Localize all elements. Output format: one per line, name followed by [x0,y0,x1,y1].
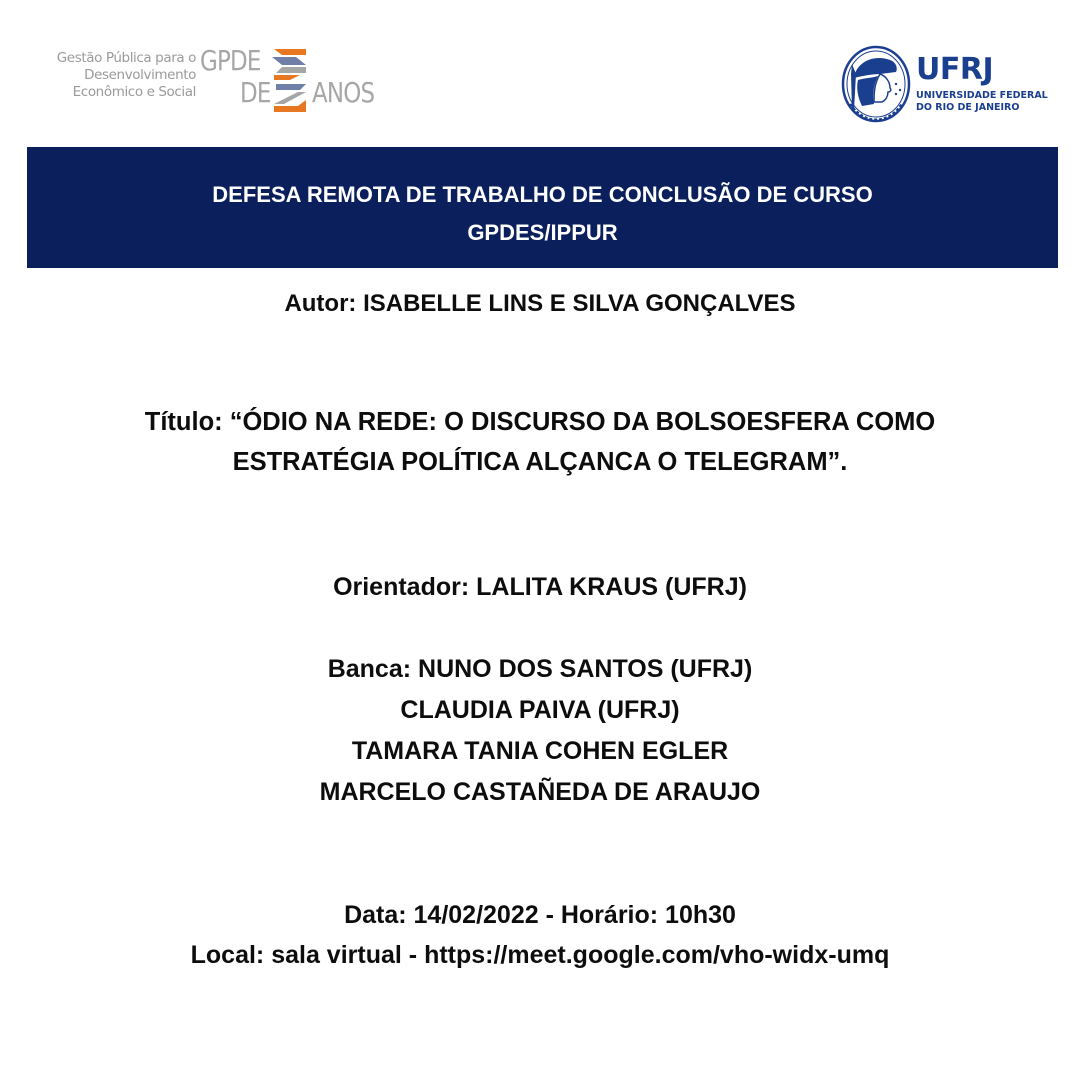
gpdes-word: GPDE [200,44,261,77]
gpdes-wordmark [198,44,375,118]
date-time-text: Data: 14/02/2022 - Horário: 10h30 [344,901,736,929]
committee-section [0,649,1080,813]
committee-member: Banca: NUNO DOS SANTOS (UFRJ) [327,655,753,683]
event-banner [27,147,1058,268]
ufrj-acronym: UFRJ [916,52,994,87]
committee-member: TAMARA TANIA COHEN EGLER [351,737,729,765]
committee-member: MARCELO CASTAÑEDA DE ARAUJO [319,778,761,806]
location-label: Local: sala virtual - [190,941,425,969]
ufrj-logo [840,44,1050,128]
gpdes-swirl-icon [270,46,310,116]
author-section [0,286,1080,322]
gpdes-tagline-line: Econômico e Social [72,84,196,100]
gpdes-word-de: DE [240,76,271,109]
gpdes-tagline-line: Gestão Pública para o [56,50,196,66]
thesis-title-line: ESTRATÉGIA POLÍTICA ALÇANCA O TELEGRAM”. [232,448,848,476]
banner-title: DEFESA REMOTA DE TRABALHO DE CONCLUSÃO DE CURSO [212,182,873,207]
committee-member: CLAUDIA PAIVA (UFRJ) [400,696,680,724]
ufrj-minerva-emblem-icon [840,44,912,126]
schedule-section [0,895,1080,975]
gpdes-logo [40,44,375,118]
ufrj-name-line: DO RIO DE JANEIRO [916,101,1020,113]
gpdes-tagline [40,50,196,101]
location-line [0,935,1080,975]
ufrj-name-line: UNIVERSIDADE FEDERAL [916,90,1048,101]
author-text: Autor: ISABELLE LINS E SILVA GONÇALVES [284,290,796,317]
meeting-link[interactable]: https://meet.google.com/vho-widx-umq [424,941,890,969]
advisor-text: Orientador: LALITA KRAUS (UFRJ) [333,573,747,601]
ufrj-full-name [916,90,1048,113]
thesis-title-line: Título: “ÓDIO NA REDE: O DISCURSO DA BOLSOESFERA COMO [144,408,936,436]
gpdes-word-anos: ANOS [312,76,375,109]
advisor-section [0,568,1080,606]
gpdes-tagline-line: Desenvolvimento [84,67,196,83]
banner-subtitle: GPDES/IPPUR [467,220,618,245]
thesis-title-section [0,402,1080,482]
